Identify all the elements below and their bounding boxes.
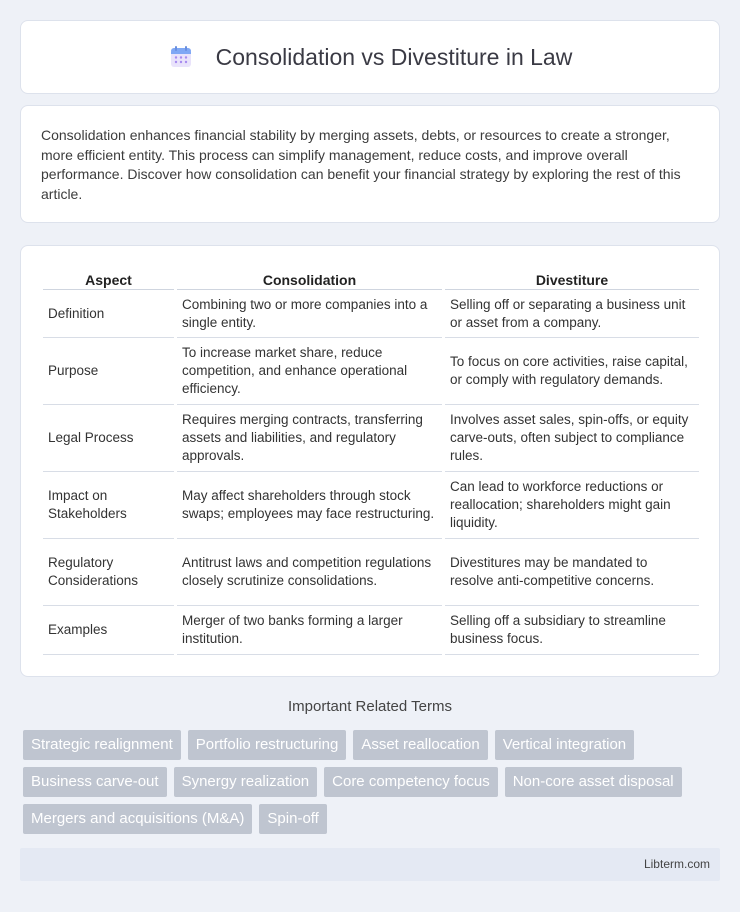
header-divestiture: Divestiture bbox=[445, 264, 699, 290]
cell-consolidation: Combining two or more companies into a single entity. bbox=[177, 290, 442, 338]
tag-asset-reallocation[interactable]: Asset reallocation bbox=[353, 730, 487, 760]
cell-consolidation: Merger of two banks forming a larger institution. bbox=[177, 606, 442, 655]
title-wrap bbox=[168, 44, 573, 71]
header-consolidation: Consolidation bbox=[177, 264, 442, 290]
cell-aspect: Regulatory Considerations bbox=[43, 539, 174, 606]
cell-divestiture: To focus on core activities, raise capital, or comply with regulatory demands. bbox=[445, 338, 699, 405]
cell-divestiture: Involves asset sales, spin-offs, or equity carve-outs, often subject to compliance rules. bbox=[445, 405, 699, 472]
cell-consolidation: Requires merging contracts, transferring assets and liabilities, and regulatory approvals. bbox=[177, 405, 442, 472]
intro-card bbox=[20, 105, 720, 223]
table-row bbox=[43, 405, 699, 472]
tag-vertical-integration[interactable]: Vertical integration bbox=[495, 730, 634, 760]
cell-aspect: Examples bbox=[43, 606, 174, 655]
tag-mergers-and-acquisitions[interactable]: Mergers and acquisitions (M&A) bbox=[23, 804, 252, 834]
footer bbox=[20, 848, 720, 881]
footer-site-link[interactable]: Libterm.com bbox=[643, 857, 710, 871]
tag-non-core-asset-disposal[interactable]: Non-core asset disposal bbox=[505, 767, 682, 797]
table-row bbox=[43, 606, 699, 655]
cell-divestiture: Can lead to workforce reductions or reallocation; shareholders might gain liquidity. bbox=[445, 472, 699, 539]
table-row bbox=[43, 472, 699, 539]
table-row bbox=[43, 338, 699, 405]
cell-consolidation: To increase market share, reduce competition, and enhance operational efficiency. bbox=[177, 338, 442, 405]
cell-aspect: Legal Process bbox=[43, 405, 174, 472]
cell-consolidation: May affect shareholders through stock swaps; employees may face restructuring. bbox=[177, 472, 442, 539]
tag-core-competency-focus[interactable]: Core competency focus bbox=[324, 767, 498, 797]
related-terms-list bbox=[23, 730, 723, 834]
calendar-icon bbox=[168, 44, 194, 70]
comparison-table-card bbox=[20, 245, 720, 677]
comparison-table bbox=[40, 264, 702, 655]
table-row bbox=[43, 539, 699, 606]
tag-business-carve-out[interactable]: Business carve-out bbox=[23, 767, 167, 797]
cell-divestiture: Selling off or separating a business unit or asset from a company. bbox=[445, 290, 699, 338]
header-card bbox=[20, 20, 720, 94]
cell-divestiture: Selling off a subsidiary to streamline business focus. bbox=[445, 606, 699, 655]
cell-aspect: Definition bbox=[43, 290, 174, 338]
tag-portfolio-restructuring[interactable]: Portfolio restructuring bbox=[188, 730, 347, 760]
cell-aspect: Impact on Stakeholders bbox=[43, 472, 174, 539]
cell-divestiture: Divestitures may be mandated to resolve anti-competitive concerns. bbox=[445, 539, 699, 606]
related-terms-title: Important Related Terms bbox=[288, 698, 452, 715]
intro-text: Consolidation enhances financial stability by merging assets, debts, or resources to create a stronger, more efficient entity. This process can simplify management, reduce costs, and improve overall performance. Discover how consolidation can benefit your financial strategy by exploring the rest of this article. bbox=[41, 127, 681, 202]
tag-strategic-realignment[interactable]: Strategic realignment bbox=[23, 730, 181, 760]
header-aspect: Aspect bbox=[43, 264, 174, 290]
cell-aspect: Purpose bbox=[43, 338, 174, 405]
table-header-row bbox=[43, 264, 699, 290]
page-title: Consolidation vs Divestiture in Law bbox=[215, 43, 573, 70]
cell-consolidation: Antitrust laws and competition regulations closely scrutinize consolidations. bbox=[177, 539, 442, 606]
table-row bbox=[43, 290, 699, 338]
tag-synergy-realization[interactable]: Synergy realization bbox=[174, 767, 318, 797]
tag-spin-off[interactable]: Spin-off bbox=[259, 804, 326, 834]
